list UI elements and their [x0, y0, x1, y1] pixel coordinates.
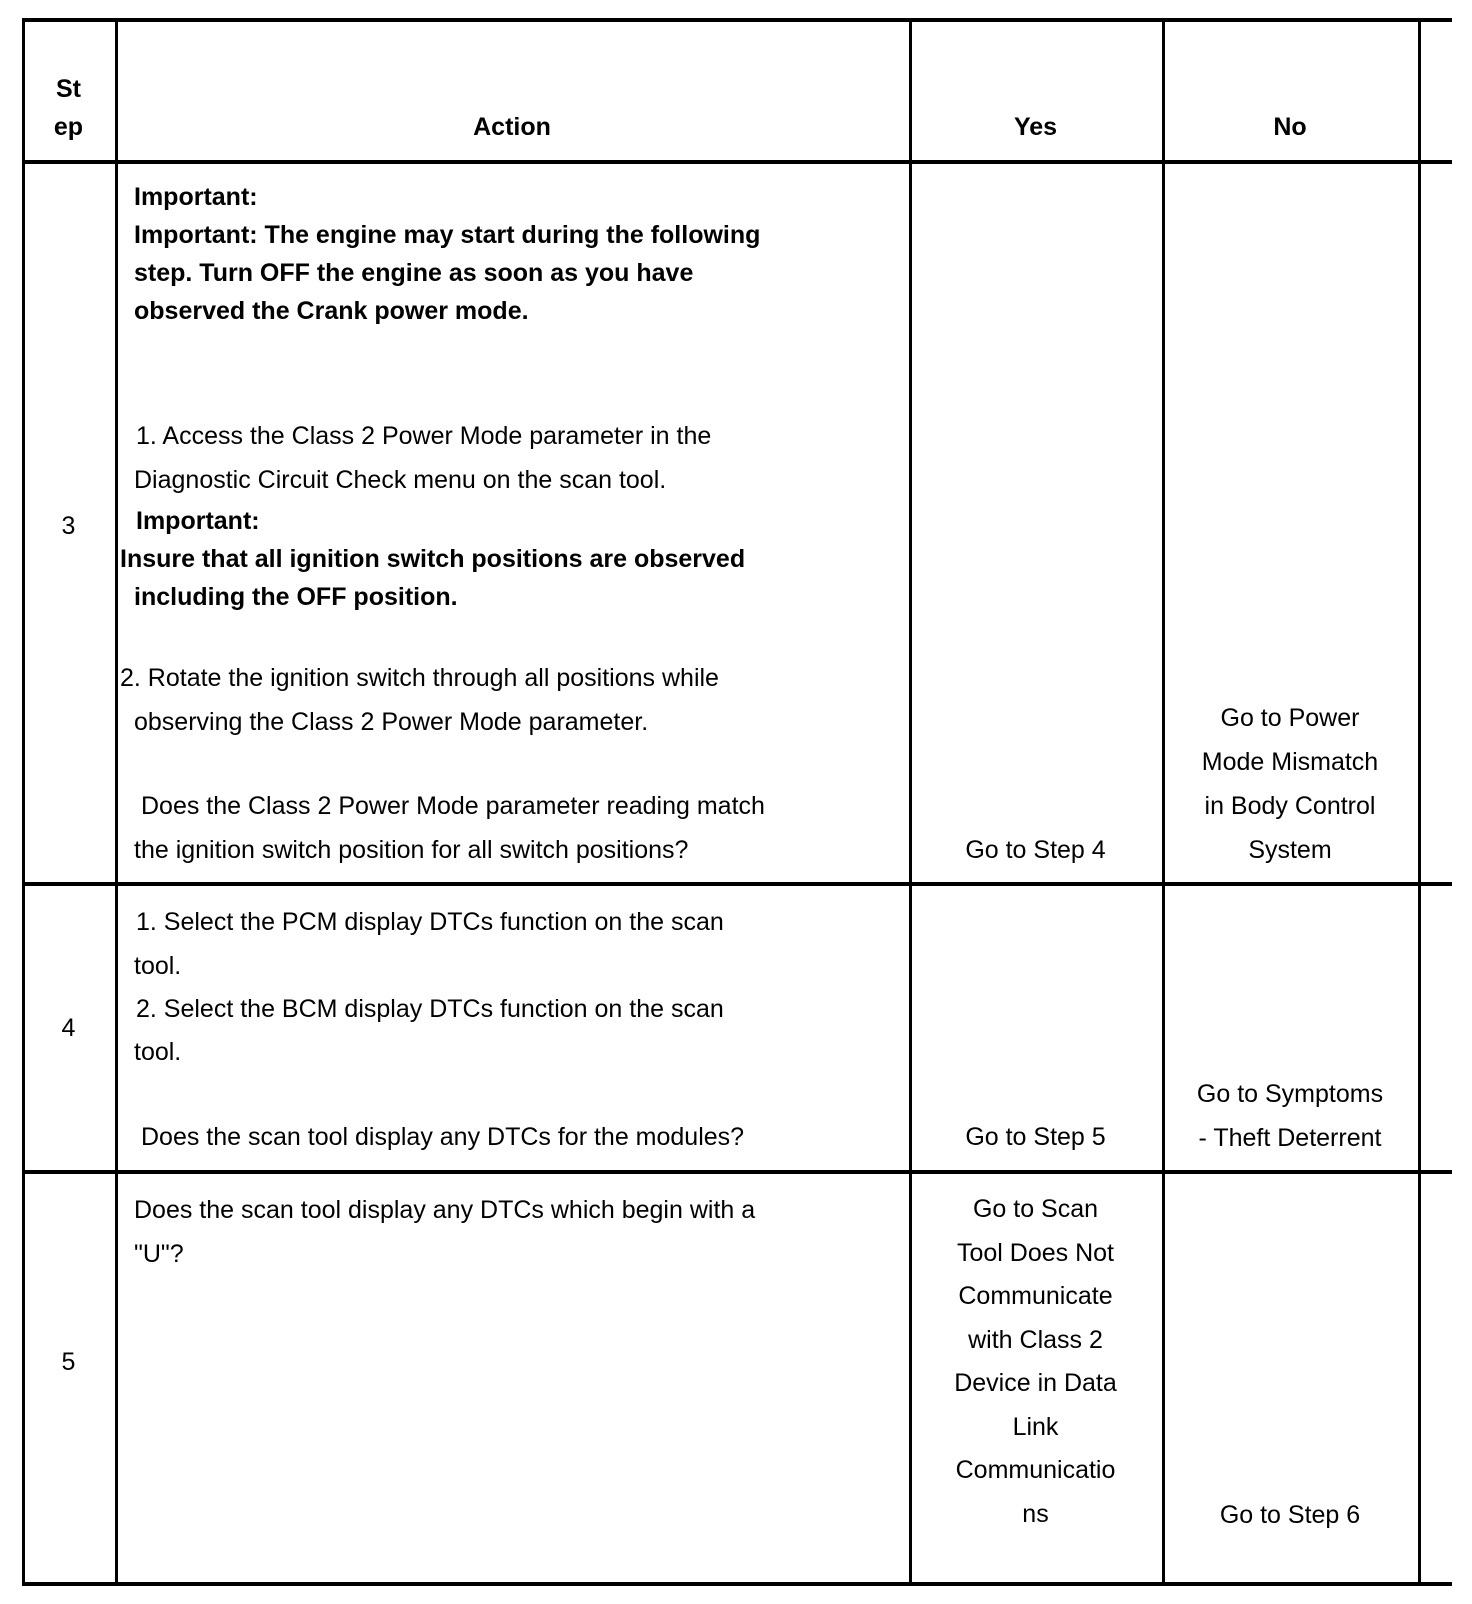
- yes-cell-line: Tool Does Not: [956, 1238, 1115, 1267]
- important-note-line: Insure that all ignition switch positions are observed: [120, 545, 746, 573]
- question-line: Does the scan tool display any DTCs which begin with a: [134, 1196, 756, 1224]
- header-step-line2: ep: [53, 113, 84, 141]
- no-cell-line: System: [1248, 836, 1332, 864]
- no-cell: [1162, 1072, 1418, 1160]
- step-number: 4: [61, 1014, 76, 1042]
- no-cell-line: in Body Control: [1204, 792, 1376, 820]
- important-note-line: observed the Crank power mode.: [134, 297, 529, 325]
- row-divider-3-4: [22, 882, 1452, 886]
- no-cell-line: Mode Mismatch: [1201, 748, 1379, 776]
- table-border-bottom: [22, 1582, 1452, 1586]
- no-cell-line: Go to Symptoms: [1196, 1080, 1384, 1108]
- important-note-line: including the OFF position.: [134, 583, 458, 611]
- yes-cell-line: Link: [1012, 1412, 1059, 1441]
- instruction-line: 1. Access the Class 2 Power Mode parameter in the: [136, 422, 712, 450]
- instruction-line: tool.: [134, 952, 182, 980]
- yes-cell: [909, 1188, 1162, 1536]
- no-cell: [1162, 696, 1418, 872]
- header-yes: Yes: [1013, 113, 1058, 141]
- table-border-right: [1418, 18, 1421, 1586]
- yes-cell-line: with Class 2: [968, 1325, 1103, 1354]
- header-divider: [22, 160, 1452, 164]
- no-cell-line: Go to Power: [1220, 704, 1360, 732]
- yes-cell: Go to Step 5: [965, 1123, 1106, 1151]
- yes-cell-line: Device in Data: [954, 1369, 1117, 1397]
- question-line: Does the scan tool display any DTCs for the modules?: [141, 1123, 745, 1151]
- instruction-line: 2. Rotate the ignition switch through all positions while: [120, 664, 719, 692]
- header-step-line1: St: [56, 75, 81, 103]
- instruction-line: 2. Select the BCM display DTCs function on the scan: [136, 995, 724, 1023]
- instruction-line: observing the Class 2 Power Mode parameter.: [134, 708, 649, 736]
- important-note-line: step. Turn OFF the engine as soon as you have: [134, 259, 694, 287]
- question-line: Does the Class 2 Power Mode parameter reading match: [141, 792, 765, 820]
- header-step: [22, 70, 115, 146]
- col-divider-step: [115, 18, 118, 1586]
- important-label: Important:: [136, 507, 260, 535]
- header-action: Action: [473, 113, 551, 141]
- diagnostic-table: [22, 18, 1452, 1586]
- yes-cell-line: ns: [1022, 1499, 1049, 1528]
- no-cell-line: - Theft Deterrent: [1198, 1124, 1382, 1152]
- instruction-line: tool.: [134, 1038, 182, 1066]
- table-border-top: [22, 18, 1452, 22]
- important-note-line: Important: The engine may start during the following: [134, 221, 761, 249]
- yes-cell: Go to Step 4: [965, 836, 1106, 864]
- instruction-line: 1. Select the PCM display DTCs function on the scan: [136, 908, 724, 936]
- step-number: 5: [61, 1348, 76, 1376]
- yes-cell-line: Communicate: [958, 1282, 1113, 1310]
- step-number: 3: [61, 512, 76, 540]
- important-label: Important:: [134, 183, 258, 211]
- no-cell: Go to Step 6: [1219, 1501, 1361, 1529]
- yes-cell-line: Communicatio: [955, 1456, 1116, 1484]
- row-divider-4-5: [22, 1170, 1452, 1174]
- instruction-line: Diagnostic Circuit Check menu on the scan tool.: [134, 466, 667, 494]
- yes-cell-line: Go to Scan: [972, 1195, 1099, 1223]
- header-no: No: [1273, 113, 1307, 141]
- question-line: the ignition switch position for all switch positions?: [134, 836, 689, 864]
- question-line: "U"?: [134, 1240, 184, 1268]
